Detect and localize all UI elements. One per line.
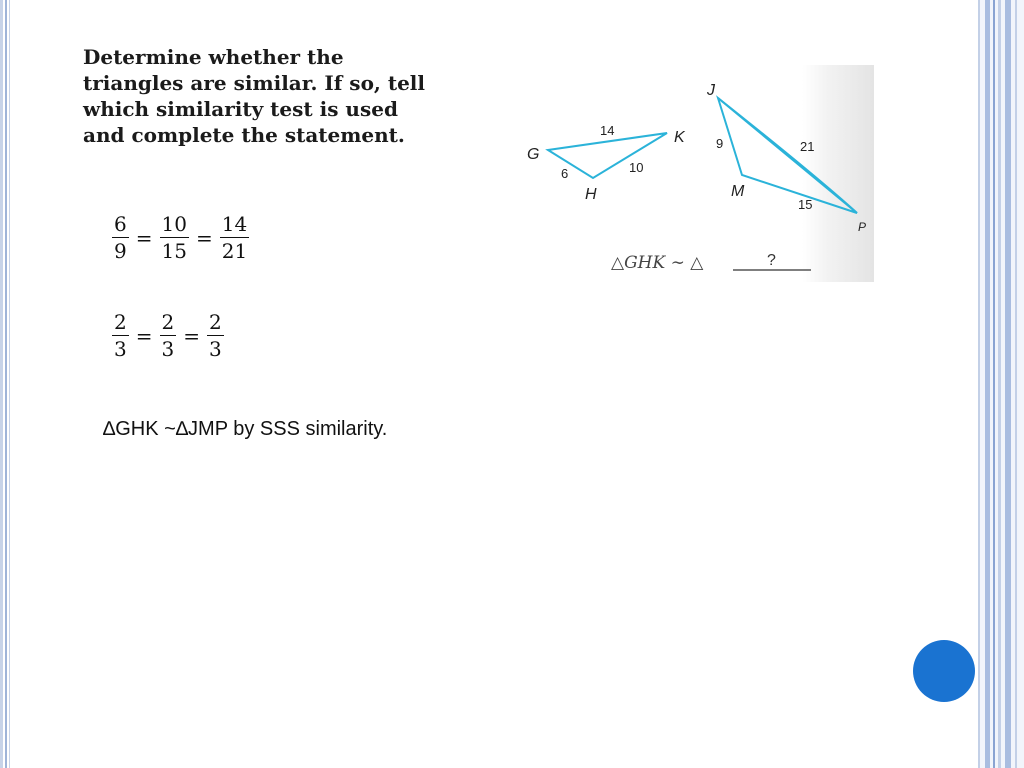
fraction-bar <box>112 237 129 238</box>
equals-sign: = <box>135 323 153 348</box>
denominator: 15 <box>161 239 187 263</box>
fraction-bar <box>112 335 129 336</box>
fraction-bar <box>160 335 177 336</box>
side-gh: 6 <box>561 166 569 181</box>
right-border-stripe <box>1005 0 1011 768</box>
triangles-figure <box>515 65 874 282</box>
fraction <box>112 310 129 361</box>
vertex-j: J <box>707 82 715 99</box>
equals-sign: = <box>195 225 213 250</box>
triangles-diagram <box>515 65 874 282</box>
left-border-stripe <box>0 0 3 768</box>
statement-blank: ? <box>767 252 776 269</box>
denominator: 3 <box>161 337 175 361</box>
left-border-stripe <box>5 0 7 768</box>
fraction <box>220 212 249 263</box>
numerator: 10 <box>161 212 187 236</box>
left-border-stripe <box>9 0 10 768</box>
ratio-equation-2 <box>110 310 226 361</box>
numerator: 2 <box>114 310 127 334</box>
vertex-g: G <box>527 146 540 163</box>
numerator: 2 <box>161 310 175 334</box>
fraction-bar <box>160 237 189 238</box>
numerator: 14 <box>221 212 248 236</box>
side-jm: 9 <box>716 136 724 151</box>
problem-statement <box>83 44 463 148</box>
side-jp: 21 <box>800 139 815 154</box>
similarity-statement: △GHK ∼ △ <box>611 253 704 273</box>
vertex-p: P <box>858 220 867 234</box>
numerator: 6 <box>114 212 127 236</box>
fraction <box>112 212 129 263</box>
ratio-equation-1 <box>110 212 251 263</box>
problem-line: which similarity test is used <box>83 97 398 121</box>
right-border-stripe <box>993 0 995 768</box>
fraction <box>160 212 189 263</box>
problem-line: triangles are similar. If so, tell <box>83 71 425 95</box>
denominator: 3 <box>209 337 222 361</box>
vertex-m: M <box>731 183 745 200</box>
side-gk: 14 <box>600 123 615 138</box>
fraction <box>160 310 177 361</box>
vertex-k: K <box>674 129 685 146</box>
fraction-bar <box>207 335 224 336</box>
fraction-bar <box>220 237 249 238</box>
problem-line: Determine whether the <box>83 45 344 69</box>
side-hk: 10 <box>629 160 644 175</box>
equals-sign: = <box>183 323 200 348</box>
right-border-stripe <box>1015 0 1017 768</box>
equals-sign: = <box>135 225 153 250</box>
accent-circle <box>913 640 975 702</box>
side-mp: 15 <box>798 197 813 212</box>
denominator: 9 <box>114 239 127 263</box>
numerator: 2 <box>209 310 222 334</box>
vertex-h: H <box>585 186 597 203</box>
denominator: 3 <box>114 337 127 361</box>
right-border-stripe <box>998 0 1001 768</box>
right-border-stripe <box>985 0 990 768</box>
conclusion-text: ∆GHK ~∆JMP by SSS similarity. <box>103 418 388 440</box>
right-border-stripe <box>978 0 980 768</box>
problem-line: and complete the statement. <box>83 123 405 147</box>
denominator: 21 <box>221 239 248 263</box>
fraction <box>207 310 224 361</box>
